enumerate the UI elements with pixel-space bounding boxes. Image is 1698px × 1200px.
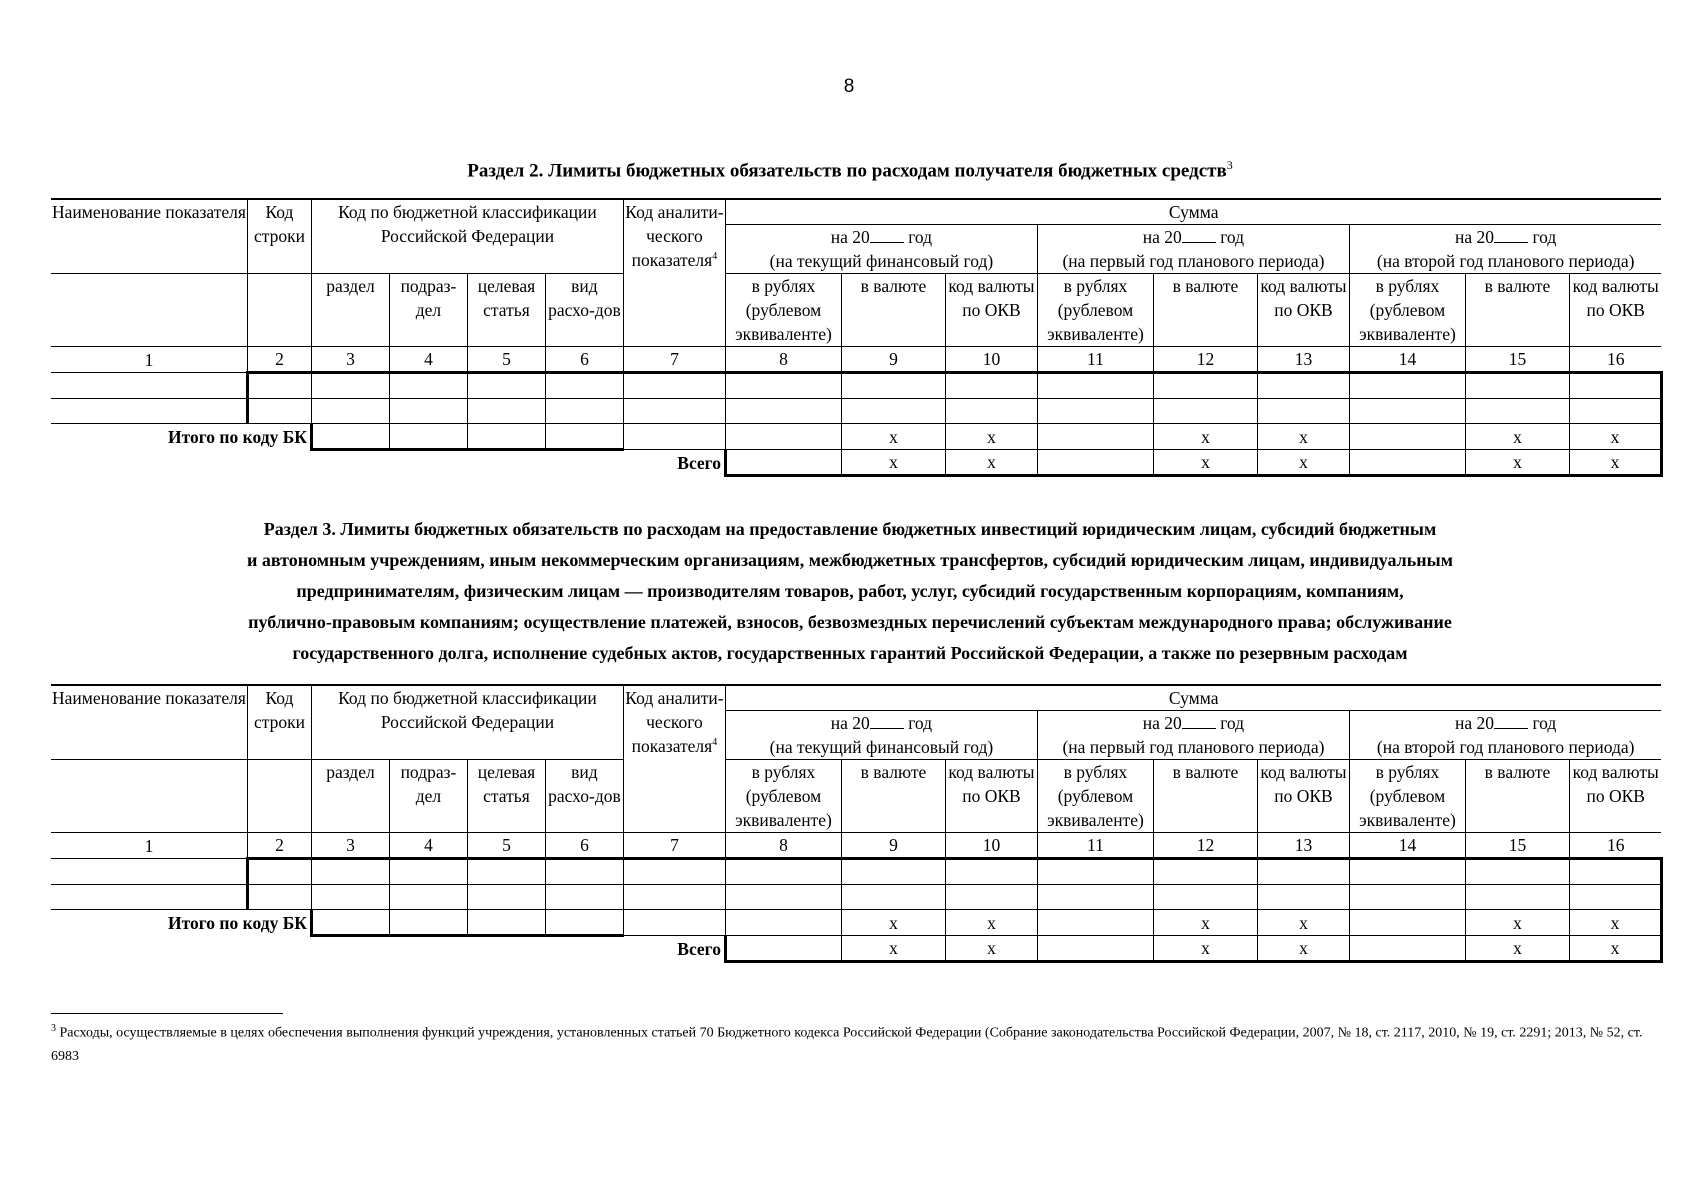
data-cell[interactable] <box>725 910 841 936</box>
data-cell[interactable] <box>725 399 841 424</box>
sum-subcolumn-header: в рублях (рублевом эквиваленте) <box>1349 760 1465 833</box>
sum-subcolumn-header: в рублях (рублевом эквиваленте) <box>1037 274 1153 347</box>
data-cell[interactable] <box>1153 859 1257 885</box>
x-cell: x <box>1465 450 1569 476</box>
column-number: 13 <box>1257 833 1349 859</box>
x-cell: x <box>1569 450 1661 476</box>
data-cell[interactable] <box>1257 399 1349 424</box>
x-cell: x <box>841 936 945 962</box>
sum-subcolumn-header: в рублях (рублевом эквиваленте) <box>725 274 841 347</box>
column-number: 13 <box>1257 347 1349 373</box>
sum-subcolumn-header: код валюты по ОКВ <box>1569 760 1661 833</box>
column-number: 6 <box>545 347 623 373</box>
bk-subcolumn-header: раздел <box>311 760 389 833</box>
data-cell[interactable] <box>841 859 945 885</box>
data-cell[interactable] <box>389 399 467 424</box>
total-bk-label: Итого по коду БК <box>51 424 311 450</box>
column-number: 15 <box>1465 833 1569 859</box>
column-number: 16 <box>1569 833 1661 859</box>
data-cell[interactable] <box>1349 450 1465 476</box>
data-cell[interactable] <box>389 910 467 936</box>
column-number: 14 <box>1349 347 1465 373</box>
data-cell[interactable] <box>311 859 389 885</box>
x-cell: x <box>1153 424 1257 450</box>
column-number: 2 <box>247 347 311 373</box>
total-all-label: Всего <box>677 939 721 960</box>
data-cell[interactable] <box>247 399 311 424</box>
column-number: 15 <box>1465 347 1569 373</box>
data-cell[interactable] <box>545 910 623 936</box>
col-name-header-cont <box>51 760 247 833</box>
total-bk-label: Итого по коду БК <box>51 910 311 936</box>
period-header: на 20 год (на первый год планового периода) <box>1037 711 1349 760</box>
footnote-text: Расходы, осуществляемые в целях обеспечения выполнения функций учреждения, установленных статьей 70 Бюджетного кодекса Российской Федерации (Собрание законодательства Российской Федерации, 2007, № 18, ст. 2117, 2010, № 19, ст. 2291; 2013, № 52, ст. 6983 <box>51 1025 1643 1064</box>
x-cell: x <box>841 424 945 450</box>
data-cell[interactable] <box>945 399 1037 424</box>
data-cell[interactable] <box>1465 399 1569 424</box>
data-cell[interactable] <box>51 859 247 885</box>
table-row <box>51 885 1661 910</box>
sum-subcolumn-header: в рублях (рублевом эквиваленте) <box>725 760 841 833</box>
data-cell[interactable] <box>725 859 841 885</box>
data-cell[interactable] <box>725 424 841 450</box>
bk-subcolumn-header: целевая статья <box>467 760 545 833</box>
x-cell: x <box>1153 910 1257 936</box>
data-cell[interactable] <box>623 373 725 399</box>
data-cell[interactable] <box>945 885 1037 910</box>
data-cell[interactable] <box>545 424 623 450</box>
col-bk-code-header: Код по бюджетной классификации Российской Федерации <box>311 685 623 760</box>
data-cell[interactable] <box>467 859 545 885</box>
x-cell: x <box>841 910 945 936</box>
x-cell: x <box>1257 936 1349 962</box>
data-cell[interactable] <box>1349 936 1465 962</box>
data-cell[interactable] <box>467 399 545 424</box>
total-all-row <box>51 936 1661 962</box>
data-cell[interactable] <box>311 373 389 399</box>
data-cell[interactable] <box>1037 399 1153 424</box>
data-cell[interactable] <box>467 373 545 399</box>
bk-subcolumn-header: подраз-дел <box>389 274 467 347</box>
col-sum-header: Сумма <box>725 685 1661 711</box>
year-blank <box>1182 226 1216 243</box>
column-number: 7 <box>623 833 725 859</box>
x-cell: x <box>1153 450 1257 476</box>
data-cell[interactable] <box>1465 373 1569 399</box>
page-number: 8 <box>843 76 855 97</box>
col-analytic-code-header: Код аналити-ческого показателя$^4$ <box>623 685 725 833</box>
col-row-code-header: Код строки <box>247 199 311 274</box>
period-header: на 20 год (на текущий финансовый год) <box>725 711 1037 760</box>
year-blank <box>1182 712 1216 729</box>
column-number: 12 <box>1153 347 1257 373</box>
data-cell[interactable] <box>545 859 623 885</box>
section-3-title-line: Раздел 3. Лимиты бюджетных обязательств по расходам на предоставление бюджетных инвестиций юридическим лицам, субсидий бюджетным <box>263 519 1437 539</box>
year-blank <box>870 712 904 729</box>
year-blank <box>1494 226 1528 243</box>
column-number: 8 <box>725 347 841 373</box>
data-cell[interactable] <box>311 885 389 910</box>
data-cell[interactable] <box>1569 373 1661 399</box>
data-cell[interactable] <box>311 910 389 936</box>
bk-subcolumn-header: целевая статья <box>467 274 545 347</box>
bk-subcolumn-header: раздел <box>311 274 389 347</box>
footnote-divider <box>51 1013 283 1014</box>
data-cell[interactable] <box>1569 399 1661 424</box>
data-cell[interactable] <box>247 885 311 910</box>
x-cell: x <box>1465 910 1569 936</box>
column-number: 10 <box>945 347 1037 373</box>
x-cell: x <box>1257 450 1349 476</box>
sum-subcolumn-header: код валюты по ОКВ <box>1569 274 1661 347</box>
column-number: 1 <box>51 833 247 859</box>
column-number: 9 <box>841 833 945 859</box>
x-cell: x <box>1569 910 1661 936</box>
section-2-title <box>120 150 1580 186</box>
data-cell[interactable] <box>945 373 1037 399</box>
col-sum-header: Сумма <box>725 199 1661 225</box>
period-header: на 20 год (на второй год планового периода) <box>1349 225 1661 274</box>
table-row <box>51 373 1661 399</box>
data-cell[interactable] <box>725 450 841 476</box>
section-2-table <box>51 198 1663 477</box>
data-cell[interactable] <box>1037 859 1153 885</box>
x-cell: x <box>1465 936 1569 962</box>
data-cell[interactable] <box>1257 885 1349 910</box>
data-cell[interactable] <box>545 373 623 399</box>
column-number: 9 <box>841 347 945 373</box>
column-number: 8 <box>725 833 841 859</box>
data-cell[interactable] <box>51 373 247 399</box>
x-cell: x <box>1465 424 1569 450</box>
column-number: 5 <box>467 347 545 373</box>
footnote <box>51 1017 1651 1068</box>
data-cell[interactable] <box>1349 373 1465 399</box>
data-cell[interactable] <box>623 885 725 910</box>
data-cell[interactable] <box>725 885 841 910</box>
data-cell[interactable] <box>1153 399 1257 424</box>
sum-subcolumn-header: в валюте <box>1465 274 1569 347</box>
table-row <box>51 859 1661 885</box>
period-header: на 20 год (на текущий финансовый год) <box>725 225 1037 274</box>
data-cell[interactable] <box>1037 885 1153 910</box>
section-3-title-line: государственного долга, исполнение судебных актов, государственных гарантий Российской Федерации, а также по резервным расходам <box>292 643 1408 663</box>
column-number: 6 <box>545 833 623 859</box>
data-cell[interactable] <box>467 885 545 910</box>
data-cell[interactable] <box>247 373 311 399</box>
x-cell: x <box>1569 424 1661 450</box>
sum-subcolumn-header: в валюте <box>841 274 945 347</box>
table-row <box>51 399 1661 424</box>
column-number: 2 <box>247 833 311 859</box>
sum-subcolumn-header: код валюты по ОКВ <box>1257 760 1349 833</box>
bk-subcolumn-header: вид расхо-дов <box>545 760 623 833</box>
data-cell[interactable] <box>1153 885 1257 910</box>
column-number: 11 <box>1037 347 1153 373</box>
column-number: 14 <box>1349 833 1465 859</box>
sum-subcolumn-header: код валюты по ОКВ <box>1257 274 1349 347</box>
sum-subcolumn-header: в валюте <box>1153 760 1257 833</box>
data-cell[interactable] <box>1037 936 1153 962</box>
data-cell[interactable] <box>389 424 467 450</box>
x-cell: x <box>945 424 1037 450</box>
data-cell[interactable] <box>1349 424 1465 450</box>
data-cell[interactable] <box>311 399 389 424</box>
year-blank <box>870 226 904 243</box>
x-cell: x <box>945 450 1037 476</box>
col-row-code-header-cont <box>247 274 311 347</box>
data-cell[interactable] <box>1037 373 1153 399</box>
period-header: на 20 год (на второй год планового периода) <box>1349 711 1661 760</box>
total-all-label: Всего <box>677 453 721 474</box>
data-cell[interactable] <box>1569 885 1661 910</box>
section-3-title <box>120 514 1580 669</box>
data-cell[interactable] <box>311 424 389 450</box>
section-3-title-line: предпринимателям, физическим лицам — производителям товаров, работ, услуг, субсидий государственным корпорациям, компаниям, <box>296 581 1404 601</box>
total-all-row <box>51 450 1661 476</box>
x-cell: x <box>945 910 1037 936</box>
data-cell[interactable] <box>1257 373 1349 399</box>
data-cell[interactable] <box>389 859 467 885</box>
data-cell[interactable] <box>545 399 623 424</box>
total-bk-row <box>51 910 1661 936</box>
data-cell[interactable] <box>1037 450 1153 476</box>
sum-subcolumn-header: в валюте <box>1153 274 1257 347</box>
column-number: 1 <box>51 347 247 373</box>
section-3-title-line: и автономным учреждениям, иным некоммерческим организациям, межбюджетных трансфертов, субсидий юридическим лицам, индивидуальным <box>247 550 1453 570</box>
total-bk-row <box>51 424 1661 450</box>
data-cell[interactable] <box>1349 399 1465 424</box>
data-cell[interactable] <box>247 859 311 885</box>
col-name-header: Наименование показателя <box>51 199 247 274</box>
data-cell[interactable] <box>1465 859 1569 885</box>
bk-subcolumn-header: подраз-дел <box>389 760 467 833</box>
section-3-title-line: публично-правовым компаниям; осуществление платежей, взносов, безвозмездных перечислений субъектам международного права; обслуживание <box>248 612 1452 632</box>
data-cell[interactable] <box>841 399 945 424</box>
data-cell[interactable] <box>725 373 841 399</box>
period-header: на 20 год (на первый год планового периода) <box>1037 225 1349 274</box>
data-cell[interactable] <box>389 373 467 399</box>
section-2-title-text: Раздел 2. Лимиты бюджетных обязательств по расходам получателя бюджетных средств <box>467 160 1227 182</box>
sum-subcolumn-header: код валюты по ОКВ <box>945 760 1037 833</box>
data-cell[interactable] <box>623 859 725 885</box>
data-cell[interactable] <box>623 910 725 936</box>
x-cell: x <box>1153 936 1257 962</box>
column-number: 7 <box>623 347 725 373</box>
column-number: 5 <box>467 833 545 859</box>
x-cell: x <box>1257 910 1349 936</box>
data-cell[interactable] <box>1257 859 1349 885</box>
data-cell[interactable] <box>389 885 467 910</box>
x-cell: x <box>841 450 945 476</box>
column-number: 4 <box>389 833 467 859</box>
col-analytic-code-header: Код аналити-ческого показателя$^4$ <box>623 199 725 347</box>
sum-subcolumn-header: в валюте <box>841 760 945 833</box>
footnote-ref: 4 <box>712 251 718 262</box>
data-cell[interactable] <box>841 885 945 910</box>
col-row-code-header-cont <box>247 760 311 833</box>
sum-subcolumn-header: в рублях (рублевом эквиваленте) <box>1037 760 1153 833</box>
sum-subcolumn-header: код валюты по ОКВ <box>945 274 1037 347</box>
x-cell: x <box>945 936 1037 962</box>
bk-subcolumn-header: вид расхо-дов <box>545 274 623 347</box>
footnote-ref: 3 <box>1226 158 1233 172</box>
column-number: 3 <box>311 833 389 859</box>
col-name-header: Наименование показателя <box>51 685 247 760</box>
data-cell[interactable] <box>1153 373 1257 399</box>
x-cell: x <box>1257 424 1349 450</box>
col-name-header-cont <box>51 274 247 347</box>
data-cell[interactable] <box>623 399 725 424</box>
year-blank <box>1494 712 1528 729</box>
data-cell[interactable] <box>545 885 623 910</box>
column-number: 11 <box>1037 833 1153 859</box>
footnote-ref: 4 <box>712 737 718 748</box>
data-cell[interactable] <box>1349 910 1465 936</box>
footnote-mark: 3 <box>51 1023 56 1034</box>
column-number: 16 <box>1569 347 1661 373</box>
data-cell[interactable] <box>1037 424 1153 450</box>
data-cell[interactable] <box>467 424 545 450</box>
x-cell: x <box>1569 936 1661 962</box>
data-cell[interactable] <box>1569 859 1661 885</box>
data-cell[interactable] <box>841 373 945 399</box>
sum-subcolumn-header: в валюте <box>1465 760 1569 833</box>
column-number: 12 <box>1153 833 1257 859</box>
column-number: 3 <box>311 347 389 373</box>
section-3-table <box>51 684 1663 963</box>
data-cell[interactable] <box>725 936 841 962</box>
column-number: 10 <box>945 833 1037 859</box>
col-bk-code-header: Код по бюджетной классификации Российской Федерации <box>311 199 623 274</box>
data-cell[interactable] <box>623 424 725 450</box>
col-row-code-header: Код строки <box>247 685 311 760</box>
data-cell[interactable] <box>1349 859 1465 885</box>
sum-subcolumn-header: в рублях (рублевом эквиваленте) <box>1349 274 1465 347</box>
data-cell[interactable] <box>467 910 545 936</box>
data-cell[interactable] <box>51 399 247 424</box>
data-cell[interactable] <box>51 885 247 910</box>
data-cell[interactable] <box>1037 910 1153 936</box>
data-cell[interactable] <box>1465 885 1569 910</box>
column-number: 4 <box>389 347 467 373</box>
data-cell[interactable] <box>945 859 1037 885</box>
data-cell[interactable] <box>1349 885 1465 910</box>
